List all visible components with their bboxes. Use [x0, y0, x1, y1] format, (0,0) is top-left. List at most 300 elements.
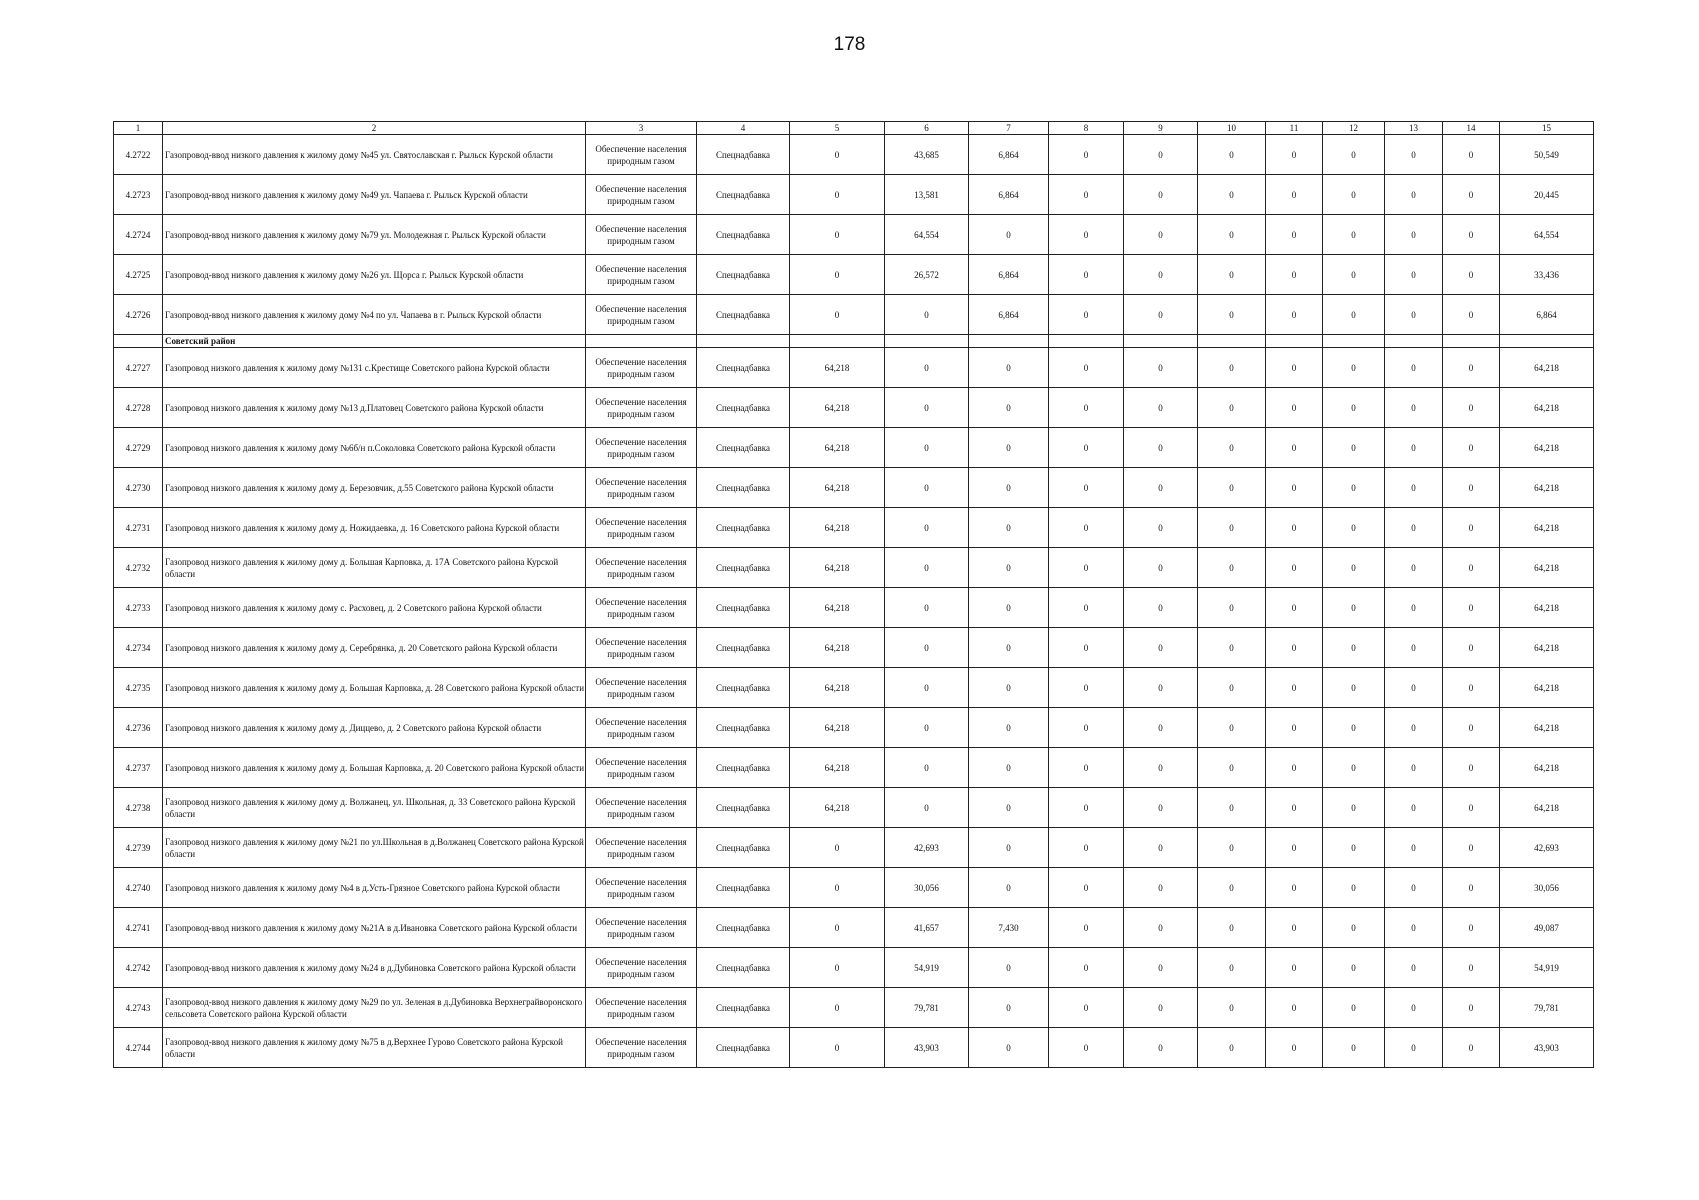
section-empty-cell — [586, 335, 697, 348]
section-empty-cell — [1500, 335, 1594, 348]
value-col-6-cell: 0 — [885, 708, 969, 748]
table-row — [114, 948, 1594, 988]
value-col-12-cell: 0 — [1323, 868, 1385, 908]
value-col-11-cell: 0 — [1266, 508, 1323, 548]
value-col-7-cell: 7,430 — [969, 908, 1049, 948]
value-col-9-cell: 0 — [1124, 628, 1198, 668]
value-col-7-cell: 0 — [969, 828, 1049, 868]
value-col-9-cell: 0 — [1124, 788, 1198, 828]
table-row — [114, 588, 1594, 628]
value-col-10-cell: 0 — [1198, 1028, 1266, 1068]
table-row — [114, 748, 1594, 788]
value-col-6-cell: 54,919 — [885, 948, 969, 988]
value-col-11-cell: 0 — [1266, 788, 1323, 828]
value-col-8-cell: 0 — [1049, 748, 1124, 788]
value-col-5-cell: 0 — [790, 948, 885, 988]
value-col-12-cell: 0 — [1323, 175, 1385, 215]
column-header-12: 12 — [1323, 122, 1385, 135]
value-col-11-cell: 0 — [1266, 948, 1323, 988]
value-col-5-cell: 0 — [790, 255, 885, 295]
table-body — [114, 135, 1594, 1068]
value-col-8-cell: 0 — [1049, 135, 1124, 175]
value-col-5-cell: 0 — [790, 908, 885, 948]
purpose-cell: Обеспечение населения природным газом — [586, 1028, 697, 1068]
object-name-cell: Газопровод низкого давления к жилому дому №131 с.Крестище Советского района Курской области — [163, 348, 586, 388]
funding-source-cell: Спецнадбавка — [697, 828, 790, 868]
total-value-cell: 64,218 — [1500, 388, 1594, 428]
table-row — [114, 668, 1594, 708]
value-col-6-cell: 0 — [885, 428, 969, 468]
value-col-9-cell: 0 — [1124, 215, 1198, 255]
value-col-5-cell: 0 — [790, 1028, 885, 1068]
value-col-12-cell: 0 — [1323, 348, 1385, 388]
value-col-5-cell: 0 — [790, 215, 885, 255]
value-col-10-cell: 0 — [1198, 255, 1266, 295]
section-empty-cell — [697, 335, 790, 348]
column-header-1: 1 — [114, 122, 163, 135]
value-col-9-cell: 0 — [1124, 548, 1198, 588]
value-col-7-cell: 0 — [969, 628, 1049, 668]
value-col-13-cell: 0 — [1385, 508, 1443, 548]
value-col-11-cell: 0 — [1266, 828, 1323, 868]
column-header-4: 4 — [697, 122, 790, 135]
purpose-cell: Обеспечение населения природным газом — [586, 548, 697, 588]
total-value-cell: 64,218 — [1500, 468, 1594, 508]
value-col-7-cell: 6,864 — [969, 135, 1049, 175]
row-number-cell: 4.2726 — [114, 295, 163, 335]
value-col-11-cell: 0 — [1266, 135, 1323, 175]
value-col-12-cell: 0 — [1323, 988, 1385, 1028]
value-col-14-cell: 0 — [1443, 175, 1500, 215]
value-col-12-cell: 0 — [1323, 468, 1385, 508]
value-col-13-cell: 0 — [1385, 255, 1443, 295]
value-col-5-cell: 0 — [790, 828, 885, 868]
column-header-6: 6 — [885, 122, 969, 135]
value-col-10-cell: 0 — [1198, 708, 1266, 748]
value-col-11-cell: 0 — [1266, 255, 1323, 295]
table-row — [114, 1028, 1594, 1068]
value-col-9-cell: 0 — [1124, 508, 1198, 548]
section-empty-cell — [114, 335, 163, 348]
purpose-cell: Обеспечение населения природным газом — [586, 668, 697, 708]
column-header-10: 10 — [1198, 122, 1266, 135]
purpose-cell: Обеспечение населения природным газом — [586, 255, 697, 295]
total-value-cell: 54,919 — [1500, 948, 1594, 988]
funding-source-cell: Спецнадбавка — [697, 708, 790, 748]
value-col-11-cell: 0 — [1266, 388, 1323, 428]
value-col-14-cell: 0 — [1443, 748, 1500, 788]
value-col-14-cell: 0 — [1443, 428, 1500, 468]
value-col-14-cell: 0 — [1443, 628, 1500, 668]
table-row — [114, 215, 1594, 255]
value-col-13-cell: 0 — [1385, 988, 1443, 1028]
value-col-8-cell: 0 — [1049, 175, 1124, 215]
value-col-5-cell: 0 — [790, 135, 885, 175]
value-col-7-cell: 0 — [969, 748, 1049, 788]
column-header-11: 11 — [1266, 122, 1323, 135]
value-col-5-cell: 64,218 — [790, 508, 885, 548]
funding-source-cell: Спецнадбавка — [697, 508, 790, 548]
row-number-cell: 4.2728 — [114, 388, 163, 428]
value-col-9-cell: 0 — [1124, 388, 1198, 428]
value-col-10-cell: 0 — [1198, 388, 1266, 428]
column-header-5: 5 — [790, 122, 885, 135]
row-number-cell: 4.2737 — [114, 748, 163, 788]
value-col-11-cell: 0 — [1266, 295, 1323, 335]
column-header-7: 7 — [969, 122, 1049, 135]
funding-source-cell: Спецнадбавка — [697, 388, 790, 428]
value-col-7-cell: 0 — [969, 548, 1049, 588]
row-number-cell: 4.2740 — [114, 868, 163, 908]
table-row — [114, 708, 1594, 748]
value-col-8-cell: 0 — [1049, 908, 1124, 948]
section-empty-cell — [885, 335, 969, 348]
purpose-cell: Обеспечение населения природным газом — [586, 428, 697, 468]
header-row — [114, 122, 1594, 135]
value-col-6-cell: 0 — [885, 508, 969, 548]
section-empty-cell — [790, 335, 885, 348]
value-col-12-cell: 0 — [1323, 828, 1385, 868]
value-col-12-cell: 0 — [1323, 588, 1385, 628]
table-row — [114, 348, 1594, 388]
total-value-cell: 64,218 — [1500, 588, 1594, 628]
value-col-13-cell: 0 — [1385, 428, 1443, 468]
value-col-7-cell: 0 — [969, 468, 1049, 508]
value-col-8-cell: 0 — [1049, 295, 1124, 335]
table-row — [114, 175, 1594, 215]
value-col-9-cell: 0 — [1124, 348, 1198, 388]
table-row — [114, 135, 1594, 175]
section-empty-cell — [1198, 335, 1266, 348]
value-col-5-cell: 0 — [790, 988, 885, 1028]
value-col-10-cell: 0 — [1198, 668, 1266, 708]
section-label: Советский район — [163, 335, 586, 348]
value-col-8-cell: 0 — [1049, 788, 1124, 828]
object-name-cell: Газопровод-ввод низкого давления к жилому дому №26 ул. Щорса г. Рыльск Курской области — [163, 255, 586, 295]
value-col-13-cell: 0 — [1385, 468, 1443, 508]
value-col-7-cell: 6,864 — [969, 255, 1049, 295]
table-row — [114, 908, 1594, 948]
value-col-10-cell: 0 — [1198, 348, 1266, 388]
value-col-9-cell: 0 — [1124, 428, 1198, 468]
value-col-9-cell: 0 — [1124, 295, 1198, 335]
value-col-6-cell: 0 — [885, 668, 969, 708]
value-col-5-cell: 0 — [790, 175, 885, 215]
value-col-14-cell: 0 — [1443, 548, 1500, 588]
row-number-cell: 4.2731 — [114, 508, 163, 548]
row-number-cell: 4.2724 — [114, 215, 163, 255]
value-col-5-cell: 64,218 — [790, 708, 885, 748]
value-col-10-cell: 0 — [1198, 508, 1266, 548]
funding-source-cell: Спецнадбавка — [697, 788, 790, 828]
value-col-6-cell: 30,056 — [885, 868, 969, 908]
value-col-9-cell: 0 — [1124, 748, 1198, 788]
value-col-12-cell: 0 — [1323, 135, 1385, 175]
value-col-9-cell: 0 — [1124, 828, 1198, 868]
value-col-13-cell: 0 — [1385, 295, 1443, 335]
purpose-cell: Обеспечение населения природным газом — [586, 868, 697, 908]
value-col-9-cell: 0 — [1124, 135, 1198, 175]
value-col-8-cell: 0 — [1049, 628, 1124, 668]
value-col-12-cell: 0 — [1323, 1028, 1385, 1068]
object-name-cell: Газопровод-ввод низкого давления к жилому дому №4 по ул. Чапаева в г. Рыльск Курской области — [163, 295, 586, 335]
row-number-cell: 4.2734 — [114, 628, 163, 668]
total-value-cell: 43,903 — [1500, 1028, 1594, 1068]
value-col-8-cell: 0 — [1049, 588, 1124, 628]
value-col-6-cell: 13,581 — [885, 175, 969, 215]
data-table — [113, 121, 1594, 1068]
value-col-11-cell: 0 — [1266, 1028, 1323, 1068]
value-col-12-cell: 0 — [1323, 948, 1385, 988]
funding-source-cell: Спецнадбавка — [697, 548, 790, 588]
value-col-5-cell: 64,218 — [790, 428, 885, 468]
value-col-11-cell: 0 — [1266, 215, 1323, 255]
value-col-10-cell: 0 — [1198, 748, 1266, 788]
value-col-7-cell: 0 — [969, 348, 1049, 388]
value-col-5-cell: 64,218 — [790, 628, 885, 668]
value-col-13-cell: 0 — [1385, 548, 1443, 588]
value-col-7-cell: 6,864 — [969, 175, 1049, 215]
value-col-7-cell: 0 — [969, 508, 1049, 548]
value-col-13-cell: 0 — [1385, 215, 1443, 255]
value-col-14-cell: 0 — [1443, 388, 1500, 428]
value-col-7-cell: 0 — [969, 588, 1049, 628]
value-col-9-cell: 0 — [1124, 708, 1198, 748]
purpose-cell: Обеспечение населения природным газом — [586, 175, 697, 215]
value-col-10-cell: 0 — [1198, 868, 1266, 908]
table-row — [114, 468, 1594, 508]
column-header-8: 8 — [1049, 122, 1124, 135]
value-col-8-cell: 0 — [1049, 508, 1124, 548]
section-empty-cell — [1385, 335, 1443, 348]
funding-source-cell: Спецнадбавка — [697, 628, 790, 668]
value-col-10-cell: 0 — [1198, 175, 1266, 215]
funding-source-cell: Спецнадбавка — [697, 588, 790, 628]
table-row — [114, 868, 1594, 908]
value-col-5-cell: 64,218 — [790, 788, 885, 828]
value-col-5-cell: 64,218 — [790, 748, 885, 788]
value-col-12-cell: 0 — [1323, 628, 1385, 668]
value-col-6-cell: 64,554 — [885, 215, 969, 255]
object-name-cell: Газопровод-ввод низкого давления к жилому дому №24 в д.Дубиновка Советского района Курской области — [163, 948, 586, 988]
funding-source-cell: Спецнадбавка — [697, 428, 790, 468]
object-name-cell: Газопровод низкого давления к жилому дому д. Волжанец, ул. Школьная, д. 33 Советского района Курской области — [163, 788, 586, 828]
row-number-cell: 4.2741 — [114, 908, 163, 948]
value-col-6-cell: 0 — [885, 548, 969, 588]
value-col-6-cell: 0 — [885, 348, 969, 388]
value-col-14-cell: 0 — [1443, 668, 1500, 708]
purpose-cell: Обеспечение населения природным газом — [586, 908, 697, 948]
row-number-cell: 4.2723 — [114, 175, 163, 215]
value-col-6-cell: 79,781 — [885, 988, 969, 1028]
value-col-8-cell: 0 — [1049, 948, 1124, 988]
value-col-13-cell: 0 — [1385, 828, 1443, 868]
value-col-10-cell: 0 — [1198, 135, 1266, 175]
object-name-cell: Газопровод низкого давления к жилому дому №4 в д.Усть-Грязное Советского района Курской области — [163, 868, 586, 908]
value-col-7-cell: 0 — [969, 868, 1049, 908]
value-col-12-cell: 0 — [1323, 548, 1385, 588]
value-col-11-cell: 0 — [1266, 868, 1323, 908]
row-number-cell: 4.2730 — [114, 468, 163, 508]
value-col-14-cell: 0 — [1443, 908, 1500, 948]
value-col-11-cell: 0 — [1266, 628, 1323, 668]
value-col-6-cell: 43,685 — [885, 135, 969, 175]
value-col-5-cell: 64,218 — [790, 588, 885, 628]
value-col-5-cell: 64,218 — [790, 348, 885, 388]
value-col-14-cell: 0 — [1443, 988, 1500, 1028]
value-col-14-cell: 0 — [1443, 588, 1500, 628]
row-number-cell: 4.2732 — [114, 548, 163, 588]
value-col-13-cell: 0 — [1385, 175, 1443, 215]
total-value-cell: 6,864 — [1500, 295, 1594, 335]
row-number-cell: 4.2735 — [114, 668, 163, 708]
value-col-13-cell: 0 — [1385, 628, 1443, 668]
object-name-cell: Газопровод-ввод низкого давления к жилому дому №29 по ул. Зеленая в д.Дубиновка Верхнеграйворонского сельсовета Советского района Курской области — [163, 988, 586, 1028]
table-row — [114, 828, 1594, 868]
funding-source-cell: Спецнадбавка — [697, 868, 790, 908]
value-col-6-cell: 0 — [885, 388, 969, 428]
purpose-cell: Обеспечение населения природным газом — [586, 215, 697, 255]
section-empty-cell — [1323, 335, 1385, 348]
value-col-6-cell: 0 — [885, 468, 969, 508]
value-col-11-cell: 0 — [1266, 748, 1323, 788]
value-col-6-cell: 0 — [885, 295, 969, 335]
object-name-cell: Газопровод низкого давления к жилому дому №21 по ул.Школьная в д.Волжанец Советского района Курской области — [163, 828, 586, 868]
table-row — [114, 508, 1594, 548]
total-value-cell: 79,781 — [1500, 988, 1594, 1028]
row-number-cell: 4.2729 — [114, 428, 163, 468]
purpose-cell: Обеспечение населения природным газом — [586, 788, 697, 828]
total-value-cell: 64,218 — [1500, 628, 1594, 668]
value-col-9-cell: 0 — [1124, 255, 1198, 295]
value-col-8-cell: 0 — [1049, 255, 1124, 295]
object-name-cell: Газопровод-ввод низкого давления к жилому дому №75 в д.Верхнее Гурово Советского района Курской области — [163, 1028, 586, 1068]
value-col-14-cell: 0 — [1443, 215, 1500, 255]
value-col-7-cell: 0 — [969, 388, 1049, 428]
object-name-cell: Газопровод низкого давления к жилому дому д. Большая Карповка, д. 20 Советского района Курской области — [163, 748, 586, 788]
value-col-14-cell: 0 — [1443, 868, 1500, 908]
object-name-cell: Газопровод низкого давления к жилому дому д. Большая Карповка, д. 17А Советского района Курской области — [163, 548, 586, 588]
value-col-14-cell: 0 — [1443, 295, 1500, 335]
funding-source-cell: Спецнадбавка — [697, 988, 790, 1028]
row-number-cell: 4.2739 — [114, 828, 163, 868]
value-col-8-cell: 0 — [1049, 428, 1124, 468]
value-col-10-cell: 0 — [1198, 788, 1266, 828]
value-col-12-cell: 0 — [1323, 908, 1385, 948]
value-col-7-cell: 0 — [969, 708, 1049, 748]
value-col-8-cell: 0 — [1049, 215, 1124, 255]
value-col-9-cell: 0 — [1124, 668, 1198, 708]
total-value-cell: 64,554 — [1500, 215, 1594, 255]
object-name-cell: Газопровод низкого давления к жилому дому д. Серебрянка, д. 20 Советского района Курской области — [163, 628, 586, 668]
value-col-9-cell: 0 — [1124, 948, 1198, 988]
table-row — [114, 295, 1594, 335]
value-col-8-cell: 0 — [1049, 668, 1124, 708]
table-row — [114, 388, 1594, 428]
value-col-8-cell: 0 — [1049, 988, 1124, 1028]
table-row — [114, 628, 1594, 668]
object-name-cell: Газопровод низкого давления к жилому дому д. Березовчик, д.55 Советского района Курской области — [163, 468, 586, 508]
value-col-12-cell: 0 — [1323, 668, 1385, 708]
value-col-12-cell: 0 — [1323, 508, 1385, 548]
funding-source-cell: Спецнадбавка — [697, 1028, 790, 1068]
value-col-12-cell: 0 — [1323, 388, 1385, 428]
table-row — [114, 788, 1594, 828]
value-col-9-cell: 0 — [1124, 468, 1198, 508]
funding-source-cell: Спецнадбавка — [697, 295, 790, 335]
total-value-cell: 30,056 — [1500, 868, 1594, 908]
value-col-13-cell: 0 — [1385, 708, 1443, 748]
value-col-10-cell: 0 — [1198, 628, 1266, 668]
value-col-10-cell: 0 — [1198, 548, 1266, 588]
section-empty-cell — [1124, 335, 1198, 348]
purpose-cell: Обеспечение населения природным газом — [586, 988, 697, 1028]
section-row — [114, 335, 1594, 348]
value-col-7-cell: 0 — [969, 215, 1049, 255]
purpose-cell: Обеспечение населения природным газом — [586, 628, 697, 668]
purpose-cell: Обеспечение населения природным газом — [586, 468, 697, 508]
value-col-14-cell: 0 — [1443, 708, 1500, 748]
funding-source-cell: Спецнадбавка — [697, 468, 790, 508]
purpose-cell: Обеспечение населения природным газом — [586, 295, 697, 335]
value-col-6-cell: 0 — [885, 748, 969, 788]
row-number-cell: 4.2725 — [114, 255, 163, 295]
value-col-14-cell: 0 — [1443, 468, 1500, 508]
value-col-12-cell: 0 — [1323, 295, 1385, 335]
value-col-5-cell: 0 — [790, 868, 885, 908]
value-col-6-cell: 43,903 — [885, 1028, 969, 1068]
value-col-12-cell: 0 — [1323, 748, 1385, 788]
object-name-cell: Газопровод низкого давления к жилому дому д. Диццево, д. 2 Советского района Курской области — [163, 708, 586, 748]
value-col-14-cell: 0 — [1443, 788, 1500, 828]
value-col-5-cell: 64,218 — [790, 668, 885, 708]
value-col-13-cell: 0 — [1385, 788, 1443, 828]
value-col-13-cell: 0 — [1385, 388, 1443, 428]
total-value-cell: 64,218 — [1500, 668, 1594, 708]
value-col-7-cell: 0 — [969, 988, 1049, 1028]
value-col-8-cell: 0 — [1049, 388, 1124, 428]
purpose-cell: Обеспечение населения природным газом — [586, 588, 697, 628]
value-col-6-cell: 0 — [885, 628, 969, 668]
total-value-cell: 50,549 — [1500, 135, 1594, 175]
value-col-10-cell: 0 — [1198, 588, 1266, 628]
column-header-2: 2 — [163, 122, 586, 135]
value-col-12-cell: 0 — [1323, 708, 1385, 748]
total-value-cell: 64,218 — [1500, 708, 1594, 748]
value-col-10-cell: 0 — [1198, 828, 1266, 868]
table-row — [114, 428, 1594, 468]
value-col-11-cell: 0 — [1266, 548, 1323, 588]
row-number-cell: 4.2743 — [114, 988, 163, 1028]
table-row — [114, 548, 1594, 588]
total-value-cell: 64,218 — [1500, 508, 1594, 548]
table-row — [114, 255, 1594, 295]
value-col-13-cell: 0 — [1385, 668, 1443, 708]
column-header-13: 13 — [1385, 122, 1443, 135]
section-empty-cell — [1049, 335, 1124, 348]
value-col-14-cell: 0 — [1443, 1028, 1500, 1068]
total-value-cell: 64,218 — [1500, 748, 1594, 788]
value-col-12-cell: 0 — [1323, 215, 1385, 255]
value-col-13-cell: 0 — [1385, 588, 1443, 628]
funding-source-cell: Спецнадбавка — [697, 255, 790, 295]
value-col-6-cell: 26,572 — [885, 255, 969, 295]
total-value-cell: 64,218 — [1500, 788, 1594, 828]
funding-source-cell: Спецнадбавка — [697, 908, 790, 948]
value-col-10-cell: 0 — [1198, 468, 1266, 508]
value-col-7-cell: 0 — [969, 668, 1049, 708]
funding-source-cell: Спецнадбавка — [697, 668, 790, 708]
